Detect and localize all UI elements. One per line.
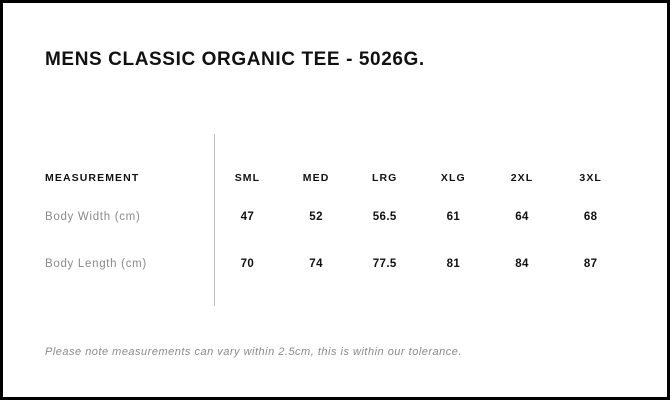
cell-body-width-2xl: 64: [515, 210, 529, 223]
cell-body-length-sml: 70: [240, 257, 255, 270]
size-table-body: [45, 193, 625, 287]
tolerance-note: Please note measurements can vary within 2.5cm, this is within our tolerance.: [45, 346, 462, 358]
cell-body-length-lrg: 77.5: [372, 257, 397, 270]
column-header-med: MED: [302, 172, 330, 184]
table-header-row: [45, 163, 625, 193]
row-label-body-width: Body Width (cm): [45, 210, 141, 223]
column-header-lrg: LRG: [371, 172, 398, 184]
cell-body-length-2xl: 84: [515, 257, 529, 270]
cell-body-length-3xl: 87: [583, 257, 598, 270]
cell-body-width-sml: 47: [240, 210, 255, 223]
size-table: [45, 163, 625, 287]
page-title: MENS CLASSIC ORGANIC TEE - 5026G.: [45, 49, 425, 70]
column-header-3xl: 3XL: [579, 172, 602, 184]
size-table-header: [45, 163, 625, 193]
column-header-2xl: 2XL: [510, 172, 534, 184]
column-header-xlg: XLG: [440, 172, 466, 184]
column-header-sml: SML: [234, 172, 261, 184]
table-row: [45, 193, 625, 240]
table-row: [45, 240, 625, 287]
cell-body-width-3xl: 68: [583, 210, 598, 223]
column-header-measurement: MEASUREMENT: [45, 172, 140, 184]
cell-body-length-xlg: 81: [446, 257, 461, 270]
cell-body-width-med: 52: [309, 210, 323, 223]
size-chart-inner: [3, 3, 667, 397]
cell-body-length-med: 74: [309, 257, 323, 270]
cell-body-width-xlg: 61: [446, 210, 461, 223]
cell-body-width-lrg: 56.5: [372, 210, 397, 223]
row-label-body-length: Body Length (cm): [45, 257, 147, 270]
